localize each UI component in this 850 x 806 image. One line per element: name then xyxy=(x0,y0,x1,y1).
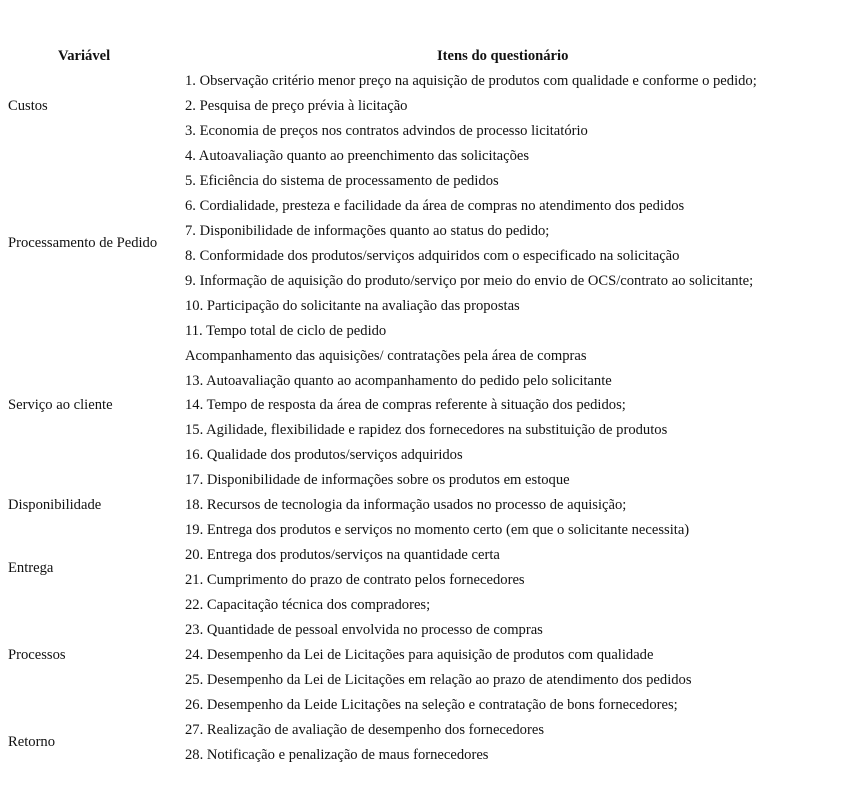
item-row: Acompanhamento das aquisições/ contratações pela área de compras xyxy=(185,347,587,364)
item-row: 18. Recursos de tecnologia da informação usados no processo de aquisição; xyxy=(185,497,627,514)
variable-label: Entrega xyxy=(8,559,54,576)
item-row: 13. Autoavaliação quanto ao acompanhamento do pedido pelo solicitante xyxy=(185,372,612,389)
item-row: 15. Agilidade, flexibilidade e rapidez dos fornecedores na substituição de produtos xyxy=(185,422,668,439)
item-row: 7. Disponibilidade de informações quanto ao status do pedido; xyxy=(185,222,550,239)
item-row: 14. Tempo de resposta da área de compras referente à situação dos pedidos; xyxy=(185,397,626,414)
header-items: Itens do questionário xyxy=(437,48,569,64)
item-row: 5. Eficiência do sistema de processamento de pedidos xyxy=(185,172,499,189)
variable-label: Processamento de Pedido xyxy=(8,235,158,252)
item-row: 26. Desempenho da Leide Licitações na seleção e contratação de bons fornecedores; xyxy=(185,697,678,713)
item-row: 24. Desempenho da Lei de Licitações para aquisição de produtos com qualidade xyxy=(185,647,654,664)
item-row: 4. Autoavaliação quanto ao preenchimento das solicitações xyxy=(185,147,530,164)
variable-label: Retorno xyxy=(8,734,56,751)
variable-label: Processos xyxy=(8,647,66,664)
variable-label: Custos xyxy=(8,97,48,114)
item-row: 16. Qualidade dos produtos/serviços adquiridos xyxy=(185,447,463,464)
item-row: 28. Notificação e penalização de maus fornecedores xyxy=(185,746,489,763)
item-row: 2. Pesquisa de preço prévia à licitação xyxy=(185,97,408,114)
item-row: 17. Disponibilidade de informações sobre os produtos em estoque xyxy=(185,472,570,489)
item-row: 1. Observação critério menor preço na aquisição de produtos com qualidade e conforme o pedido; xyxy=(185,73,757,89)
header-variable: Variável xyxy=(58,48,111,64)
item-row: 9. Informação de aquisição do produto/serviço por meio do envio de OCS/contrato ao solicitante; xyxy=(185,272,754,289)
variable-label: Disponibilidade xyxy=(8,497,102,514)
item-row: 8. Conformidade dos produtos/serviços adquiridos com o especificado na solicitação xyxy=(185,247,680,264)
item-row: 19. Entrega dos produtos e serviços no momento certo (em que o solicitante necessita) xyxy=(185,522,690,539)
item-row: 11. Tempo total de ciclo de pedido xyxy=(185,322,387,339)
item-row: 23. Quantidade de pessoal envolvida no processo de compras xyxy=(185,622,543,639)
item-row: 20. Entrega dos produtos/serviços na quantidade certa xyxy=(185,547,500,564)
item-row: 21. Cumprimento do prazo de contrato pelos fornecedores xyxy=(185,572,525,589)
item-row: 3. Economia de preços nos contratos advindos de processo licitatório xyxy=(185,122,588,139)
item-row: 25. Desempenho da Lei de Licitações em relação ao prazo de atendimento dos pedidos xyxy=(185,672,692,689)
item-row: 10. Participação do solicitante na avaliação das propostas xyxy=(185,297,520,314)
item-row: 6. Cordialidade, presteza e facilidade da área de compras no atendimento dos pedidos xyxy=(185,197,685,214)
item-row: 22. Capacitação técnica dos compradores; xyxy=(185,597,431,614)
variable-label: Serviço ao cliente xyxy=(8,397,113,414)
item-row: 27. Realização de avaliação de desempenho dos fornecedores xyxy=(185,721,545,738)
